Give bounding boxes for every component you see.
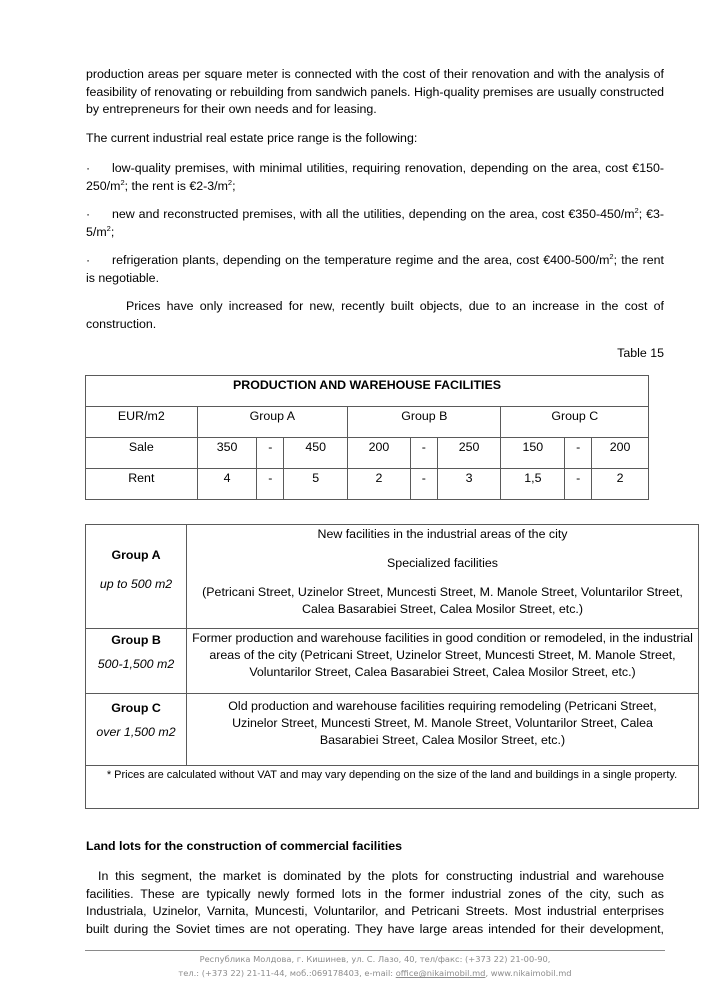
header-group-b: Group B bbox=[348, 407, 501, 438]
table-row bbox=[86, 469, 649, 500]
group-row-a bbox=[86, 525, 699, 629]
header-group-c: Group C bbox=[501, 407, 649, 438]
bullet-marker: · bbox=[86, 207, 91, 221]
cell: 2 bbox=[592, 469, 649, 500]
cell: 3 bbox=[437, 469, 501, 500]
group-description: New facilities in the industrial areas of the city Specialized facilities (Petricani Street, Uzinelor Street, Muncesti Street, M. Manole Street, Voluntarilor Street, Calea Basarabiei Street, Calea Mosilor Street, etc.) bbox=[187, 525, 699, 629]
cell: 1,5 bbox=[501, 469, 565, 500]
footer-contacts: тел.: (+373 22) 21-11-44, моб.:069178403, e-mail: office@nikaimobil.md, www.nikaimobil.md bbox=[178, 968, 572, 978]
group-label: Group B 500-1,500 m2 bbox=[86, 629, 187, 694]
cell: 200 bbox=[592, 438, 649, 469]
header-unit: EUR/m2 bbox=[86, 407, 198, 438]
bullet-refrigeration: · refrigeration plants, depending on the temperature regime and the area, cost $€400-500/m^2$; the rent is negotiable. bbox=[86, 252, 664, 285]
group-description: Old production and warehouse facilities requiring remodeling (Petricani Street, Uzinelor Street, Muncesti Street, M. Manole Street, Voluntarilor Street, Calea Basarabiei Street, Calea Mosilor Street, etc.) bbox=[187, 694, 699, 766]
table-caption: Table 15 bbox=[617, 346, 664, 360]
cell: - bbox=[565, 469, 592, 500]
table-note: * Prices are calculated without VAT and may vary depending on the size of the land and buildings in a single property. bbox=[86, 766, 699, 809]
footer-divider bbox=[85, 950, 665, 951]
cell: - bbox=[257, 469, 284, 500]
cell: - bbox=[257, 438, 284, 469]
cell: 350 bbox=[197, 438, 257, 469]
price-range-intro: The current industrial real estate price range is the following: bbox=[86, 131, 418, 145]
bullet-new-reconstructed: · new and reconstructed premises, with all the utilities, depending on the area, cost $€350-450/m^2$; $€3-5/m^2$; bbox=[86, 206, 665, 239]
cell: 200 bbox=[348, 438, 411, 469]
bullet-marker: · bbox=[86, 161, 91, 175]
intro-paragraph: production areas per square meter is connected with the cost of their renovation and with the analysis of feasibility of renovating or rebuilding from sandwich panels. High-quality premises are usually constructed by entrepreneurs for their own needs and for leasing. bbox=[86, 67, 664, 116]
cell: 450 bbox=[284, 438, 348, 469]
cell: 150 bbox=[501, 438, 565, 469]
header-group-a: Group A bbox=[197, 407, 347, 438]
price-table bbox=[85, 375, 649, 500]
cell: 2 bbox=[348, 469, 411, 500]
section-paragraph: In this segment, the market is dominated by the plots for constructing industrial and warehouse facilities. These are typically newly formed lots in the former industrial zones of the city, such as Industriala, Uzinelor, Varnita, Muncesti, Voluntarilor, and Petricani Streets. Most industrial enterprises built during the Soviet times are not operating. They have large areas intended for their development, bbox=[86, 869, 664, 936]
group-description: Former production and warehouse facilities in good condition or remodeled, in the industrial areas of the city (Petricani Street, Uzinelor Street, Muncesti Street, M. Manole Street, Voluntarilor Street, Calea Basarabiei Street, Calea Mosilor Street, etc.) bbox=[187, 629, 699, 694]
bullet-marker: · bbox=[86, 253, 91, 267]
cell: - bbox=[410, 438, 437, 469]
row-label: Rent bbox=[86, 469, 198, 500]
table-row bbox=[86, 438, 649, 469]
cell: 4 bbox=[197, 469, 257, 500]
footer-address: Республика Молдова, г. Кишинев, ул. С. Лазо, 40, тел/факс: (+373 22) 21-00-90, bbox=[199, 954, 551, 964]
table-title: PRODUCTION AND WAREHOUSE FACILITIES bbox=[86, 376, 649, 407]
cell: - bbox=[410, 469, 437, 500]
group-row-c bbox=[86, 694, 699, 766]
cell: - bbox=[565, 438, 592, 469]
section-heading: Land lots for the construction of commercial facilities bbox=[86, 839, 403, 853]
bullet-low-quality: · low-quality premises, with minimal utilities, requiring renovation, depending on the area, cost $€150-250/m^2$; the rent is $€2-3/m^2$; bbox=[86, 161, 664, 193]
group-label: Group A up to 500 m2 bbox=[86, 525, 187, 629]
cell: 5 bbox=[284, 469, 348, 500]
group-label: Group C over 1,500 m2 bbox=[86, 694, 187, 766]
prices-paragraph: Prices have only increased for new, recently built objects, due to an increase in the cost of construction. bbox=[86, 299, 664, 331]
row-label: Sale bbox=[86, 438, 198, 469]
group-row-b bbox=[86, 629, 699, 694]
page-footer bbox=[85, 952, 665, 980]
cell: 250 bbox=[437, 438, 501, 469]
footer-email-link[interactable]: office@nikaimobil.md bbox=[395, 968, 486, 978]
groups-table bbox=[85, 524, 699, 809]
